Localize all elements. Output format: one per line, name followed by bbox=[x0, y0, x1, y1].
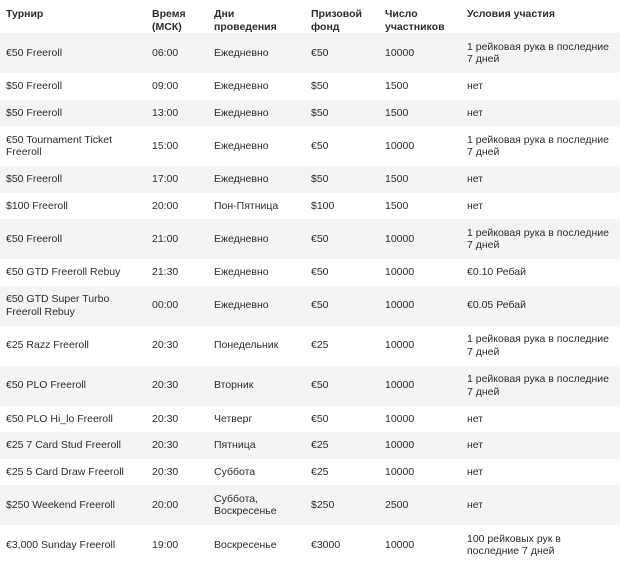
cell-time: 20:30 bbox=[146, 326, 208, 366]
cell-players: 10000 bbox=[379, 525, 461, 565]
cell-tournament: €25 Razz Freeroll bbox=[0, 326, 146, 366]
cell-players: 10000 bbox=[379, 286, 461, 326]
cell-tournament: $250 Weekend Freeroll bbox=[0, 485, 146, 525]
cell-days: Пятница bbox=[208, 432, 305, 459]
cell-days: Пон-Пятница bbox=[208, 193, 305, 220]
header-days-text: Дни проведения bbox=[214, 8, 277, 33]
cell-tournament: $50 Freeroll bbox=[0, 100, 146, 127]
cell-conditions: 1 рейковая рука в последние 7 дней bbox=[461, 219, 620, 259]
cell-prize: $50 bbox=[305, 166, 379, 193]
cell-conditions: нет bbox=[461, 432, 620, 459]
cell-days: Понедельник bbox=[208, 326, 305, 366]
cell-days: Ежедневно bbox=[208, 286, 305, 326]
cell-players: 2500 bbox=[379, 485, 461, 525]
header-conditions: Условия участия bbox=[461, 0, 620, 33]
cell-time: 21:30 bbox=[146, 259, 208, 286]
cell-prize: $50 bbox=[305, 73, 379, 100]
cell-days: Ежедневно bbox=[208, 166, 305, 193]
cell-prize: €25 bbox=[305, 432, 379, 459]
cell-tournament: €50 PLO Hi_lo Freeroll bbox=[0, 406, 146, 433]
cell-tournament: €50 Freeroll bbox=[0, 33, 146, 73]
cell-prize: €50 bbox=[305, 33, 379, 73]
cell-time: 19:00 bbox=[146, 525, 208, 565]
table-row bbox=[0, 432, 620, 459]
cell-players: 10000 bbox=[379, 126, 461, 166]
cell-prize: €25 bbox=[305, 326, 379, 366]
cell-time: 20:30 bbox=[146, 366, 208, 406]
cell-prize: €3000 bbox=[305, 525, 379, 565]
cell-days: Суббота bbox=[208, 459, 305, 486]
cell-prize: €50 bbox=[305, 219, 379, 259]
cell-time: 06:00 bbox=[146, 33, 208, 73]
cell-players: 10000 bbox=[379, 459, 461, 486]
cell-days: Ежедневно bbox=[208, 126, 305, 166]
cell-prize: $100 bbox=[305, 193, 379, 220]
cell-players: 10000 bbox=[379, 326, 461, 366]
cell-prize: €50 bbox=[305, 366, 379, 406]
cell-conditions: нет bbox=[461, 193, 620, 220]
cell-tournament: $50 Freeroll bbox=[0, 73, 146, 100]
cell-time: 20:30 bbox=[146, 432, 208, 459]
table-row bbox=[0, 525, 620, 565]
cell-time: 15:00 bbox=[146, 126, 208, 166]
table-row bbox=[0, 366, 620, 406]
cell-time: 17:00 bbox=[146, 166, 208, 193]
cell-conditions: 1 рейковая рука в последние 7 дней bbox=[461, 126, 620, 166]
header-players bbox=[379, 0, 461, 33]
table-row bbox=[0, 286, 620, 326]
cell-tournament: €25 5 Card Draw Freeroll bbox=[0, 459, 146, 486]
cell-conditions: €0.05 Ребай bbox=[461, 286, 620, 326]
cell-prize: $250 bbox=[305, 485, 379, 525]
cell-time: 09:00 bbox=[146, 73, 208, 100]
cell-conditions: нет bbox=[461, 100, 620, 127]
table-row bbox=[0, 193, 620, 220]
cell-players: 10000 bbox=[379, 33, 461, 73]
cell-prize: €50 bbox=[305, 406, 379, 433]
table-row bbox=[0, 126, 620, 166]
cell-conditions: 1 рейковая рука в последние 7 дней bbox=[461, 366, 620, 406]
header-players-text: Число участников bbox=[385, 8, 445, 33]
cell-conditions: 1 рейковая рука в последние 7 дней bbox=[461, 326, 620, 366]
table-row bbox=[0, 166, 620, 193]
cell-prize: €50 bbox=[305, 126, 379, 166]
cell-players: 1500 bbox=[379, 100, 461, 127]
cell-days: Ежедневно bbox=[208, 259, 305, 286]
table-row bbox=[0, 459, 620, 486]
cell-tournament: $50 Freeroll bbox=[0, 166, 146, 193]
cell-prize: €50 bbox=[305, 259, 379, 286]
cell-tournament: €50 GTD Super Turbo Freeroll Rebuy bbox=[0, 286, 146, 326]
header-tournament: Турнир bbox=[0, 0, 146, 33]
table-row bbox=[0, 73, 620, 100]
cell-conditions: нет bbox=[461, 73, 620, 100]
cell-conditions: 1 рейковая рука в последние 7 дней bbox=[461, 33, 620, 73]
cell-time: 20:00 bbox=[146, 485, 208, 525]
cell-players: 1500 bbox=[379, 73, 461, 100]
cell-time: 20:30 bbox=[146, 406, 208, 433]
table-row bbox=[0, 406, 620, 433]
table-row bbox=[0, 33, 620, 73]
cell-prize: €50 bbox=[305, 286, 379, 326]
cell-days: Ежедневно bbox=[208, 219, 305, 259]
table-row bbox=[0, 219, 620, 259]
cell-time: 13:00 bbox=[146, 100, 208, 127]
cell-time: 21:00 bbox=[146, 219, 208, 259]
cell-players: 10000 bbox=[379, 219, 461, 259]
cell-players: 10000 bbox=[379, 432, 461, 459]
cell-tournament: €25 7 Card Stud Freeroll bbox=[0, 432, 146, 459]
cell-days: Вторник bbox=[208, 366, 305, 406]
cell-days: Четверг bbox=[208, 406, 305, 433]
cell-conditions: 100 рейковых рук в последние 7 дней bbox=[461, 525, 620, 565]
cell-days: Ежедневно bbox=[208, 33, 305, 73]
header-prize-text: Призовой фонд bbox=[311, 8, 362, 33]
cell-time: 00:00 bbox=[146, 286, 208, 326]
cell-prize: €25 bbox=[305, 459, 379, 486]
cell-conditions: нет bbox=[461, 406, 620, 433]
cell-time: 20:30 bbox=[146, 459, 208, 486]
header-time bbox=[146, 0, 208, 33]
cell-days: Воскресенье bbox=[208, 525, 305, 565]
table-header-row bbox=[0, 0, 620, 33]
header-days bbox=[208, 0, 305, 33]
cell-conditions: нет bbox=[461, 166, 620, 193]
cell-days: Суббота, Воскресенье bbox=[208, 485, 305, 525]
cell-players: 10000 bbox=[379, 259, 461, 286]
cell-tournament: €3,000 Sunday Freeroll bbox=[0, 525, 146, 565]
table-row bbox=[0, 100, 620, 127]
table-row bbox=[0, 485, 620, 525]
cell-players: 10000 bbox=[379, 366, 461, 406]
header-prize bbox=[305, 0, 379, 33]
cell-players: 1500 bbox=[379, 166, 461, 193]
cell-tournament: €50 GTD Freeroll Rebuy bbox=[0, 259, 146, 286]
cell-players: 10000 bbox=[379, 406, 461, 433]
cell-conditions: нет bbox=[461, 485, 620, 525]
header-time-text: Время (МСК) bbox=[152, 8, 186, 33]
cell-conditions: €0.10 Ребай bbox=[461, 259, 620, 286]
cell-conditions: нет bbox=[461, 459, 620, 486]
cell-tournament: €50 Tournament Ticket Freeroll bbox=[0, 126, 146, 166]
cell-time: 20:00 bbox=[146, 193, 208, 220]
table-row bbox=[0, 259, 620, 286]
cell-days: Ежедневно bbox=[208, 73, 305, 100]
cell-tournament: €50 PLO Freeroll bbox=[0, 366, 146, 406]
cell-prize: $50 bbox=[305, 100, 379, 127]
cell-days: Ежедневно bbox=[208, 100, 305, 127]
cell-tournament: $100 Freeroll bbox=[0, 193, 146, 220]
cell-players: 1500 bbox=[379, 193, 461, 220]
table-row bbox=[0, 326, 620, 366]
cell-tournament: €50 Freeroll bbox=[0, 219, 146, 259]
